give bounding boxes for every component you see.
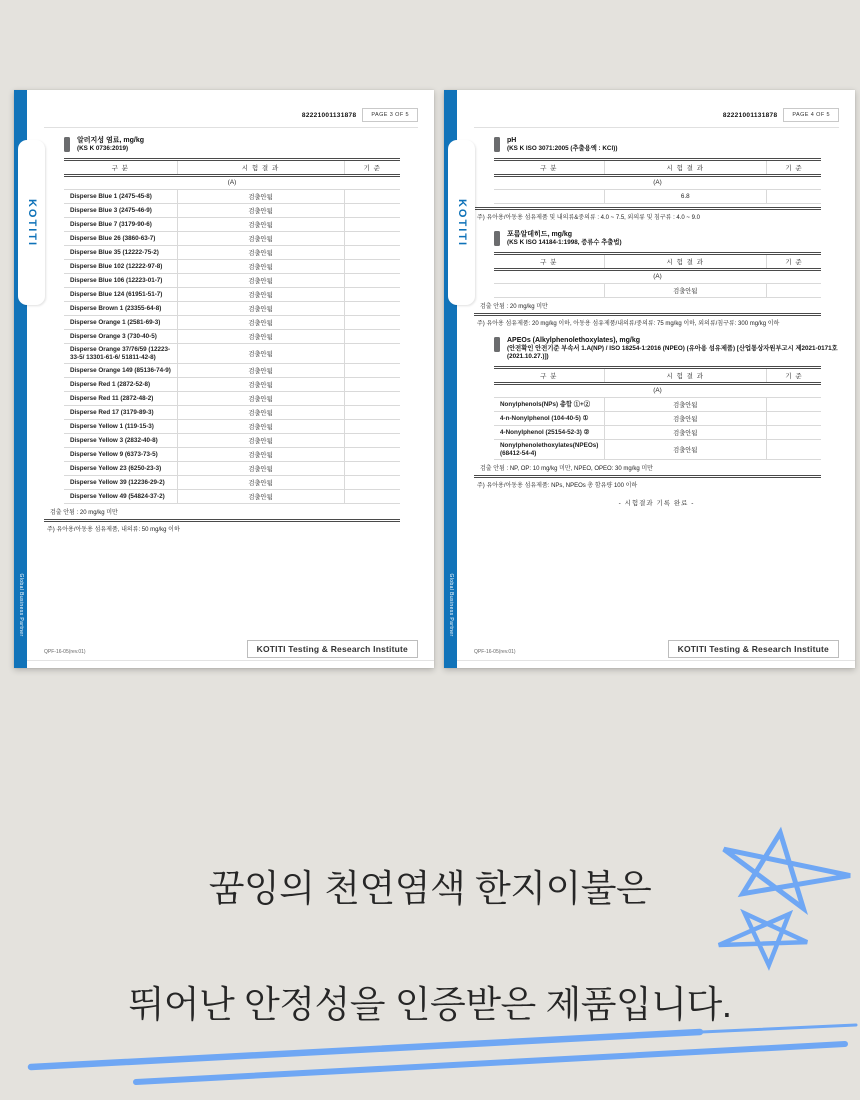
- section-allergenic-dyes: [44, 136, 418, 534]
- test-result: 검출안됨: [177, 344, 345, 363]
- institute-stamp: KOTITI Testing & Research Institute: [247, 640, 418, 658]
- hand-drawn-star-icon: [700, 822, 860, 974]
- standard-cell: [345, 448, 400, 461]
- table-row: [64, 288, 400, 302]
- sample-label-row: (A): [494, 271, 821, 284]
- table-row: [64, 190, 400, 204]
- substance-name: Disperse Orange 1 (2581-69-3): [70, 318, 161, 326]
- caption-line-2: 뛰어난 안정성을 인증받은 제품입니다.: [128, 984, 732, 1025]
- standard-cell: [345, 316, 400, 329]
- section-end-rule: [474, 475, 821, 478]
- standard-cell: [345, 490, 400, 503]
- substance-name: Nonylphenolethoxylates(NPEOs) (68412-54-4): [500, 442, 599, 457]
- results-table: [494, 158, 821, 204]
- table-header-row: [494, 369, 821, 385]
- results-table: [494, 252, 821, 298]
- test-result: 검출안됨: [177, 302, 345, 315]
- test-result: 검출안됨: [177, 232, 345, 245]
- standard-cell: [345, 406, 400, 419]
- table-header-row: [494, 255, 821, 271]
- test-result: 검출안됨: [177, 378, 345, 391]
- standard-cell: [767, 398, 821, 411]
- substance-name: Disperse Orange 149 (85136-74-9): [70, 366, 171, 374]
- substance-name: Disperse Blue 106 (12223-01-7): [70, 276, 163, 284]
- substance-name: Disperse Yellow 49 (54824-37-2): [70, 492, 165, 500]
- table-row: [64, 448, 400, 462]
- section-marker-icon: [494, 137, 500, 152]
- results-table: [494, 366, 821, 460]
- sample-label-row: (A): [494, 385, 821, 398]
- section-marker-icon: [494, 337, 500, 352]
- table-row: [64, 246, 400, 260]
- standard-cell: [345, 344, 400, 363]
- test-result: 검출안됨: [604, 440, 768, 459]
- hand-drawn-underline-icon: [0, 1012, 860, 1100]
- standard-cell: [345, 364, 400, 377]
- test-result: 6.8: [604, 190, 768, 203]
- sample-label-row: (A): [494, 177, 821, 190]
- substance-name: Disperse Blue 35 (12222-75-2): [70, 248, 159, 256]
- section-method-text: (KS K 0736:2019): [77, 145, 129, 152]
- col-category: 구 분: [111, 165, 129, 172]
- page-footer: [44, 640, 418, 658]
- standard-cell: [345, 260, 400, 273]
- substance-name: Disperse Red 1 (2872-52-8): [70, 380, 151, 388]
- table-row: [64, 434, 400, 448]
- section-end-rule: [474, 207, 821, 210]
- test-result: 검출안됨: [177, 260, 345, 273]
- section-method-text: (KS K ISO 3071:2005 (추출용액 : KCl)): [507, 145, 618, 152]
- col-result: 시 험 결 과: [177, 161, 345, 174]
- standard-cell: [345, 330, 400, 343]
- test-result: 검출안됨: [604, 398, 768, 411]
- form-code: QPF-16-05(rev.01): [474, 649, 516, 655]
- table-row: [64, 490, 400, 504]
- table-row: [64, 378, 400, 392]
- substance-name: Disperse Yellow 23 (6250-23-3): [70, 464, 162, 472]
- substance-name: Disperse Brown 1 (23355-64-8): [70, 304, 162, 312]
- test-report-page-4: [444, 90, 855, 668]
- table-row: [64, 406, 400, 420]
- section-title-text: 포름알데히드, mg/kg: [507, 231, 573, 238]
- standard-cell: [345, 420, 400, 433]
- test-report-page-3: [14, 90, 434, 668]
- section-title: [64, 136, 418, 153]
- section-title-text: pH: [507, 137, 517, 144]
- substance-name: Disperse Blue 3 (2475-46-9): [70, 206, 152, 214]
- col-standard: 기 준: [785, 373, 803, 380]
- page-label: PAGE 4 OF 5: [783, 108, 839, 122]
- section-note: 주) 유아용/아동용 섬유제품, 내의류: 50 mg/kg 이하: [47, 527, 180, 533]
- table-header-row: [64, 161, 400, 177]
- test-result: 검출안됨: [177, 330, 345, 343]
- standard-cell: [345, 204, 400, 217]
- table-row: [64, 302, 400, 316]
- test-result: 검출안됨: [177, 420, 345, 433]
- test-result: 검출안됨: [177, 218, 345, 231]
- substance-name: Disperse Yellow 39 (12236-29-2): [70, 478, 165, 486]
- table-row: [494, 412, 821, 426]
- substance-name: Disperse Blue 1 (2475-45-8): [70, 192, 152, 200]
- col-result: 시 험 결 과: [604, 161, 768, 174]
- report-number: 82221001131878: [722, 111, 778, 119]
- section-ph: [474, 136, 839, 222]
- col-result: 시 험 결 과: [604, 255, 768, 268]
- header-rule: [474, 127, 839, 128]
- substance-name: [494, 289, 604, 293]
- standard-cell: [345, 434, 400, 447]
- table-body: [494, 398, 821, 460]
- section-method-text: (안전확인 안전기준 부속서 1.A(NP) / ISO 18254-1:2016 (NPEO) (유아용 섬유제품) [산업통상자원부고시 제2021-0171호 (2021.10.27.)]): [507, 345, 838, 360]
- col-category: 구 분: [540, 165, 558, 172]
- standard-cell: [345, 232, 400, 245]
- page-content: [27, 90, 434, 668]
- section-note: 주) 유아용 섬유제품: 20 mg/kg 이하, 아동용 섬유제품/내의류/중의류: 75 mg/kg 이하, 외의류/침구류: 300 mg/kg 이하: [477, 321, 780, 327]
- test-result: 검출안됨: [604, 426, 768, 439]
- kotiti-logo: KOTITI: [25, 198, 38, 247]
- section-title: [494, 136, 839, 153]
- standard-cell: [345, 462, 400, 475]
- section-marker-icon: [64, 137, 70, 152]
- results-table: [64, 158, 400, 504]
- page-header: [474, 107, 839, 123]
- page-header: [44, 107, 418, 123]
- test-result: 검출안됨: [177, 476, 345, 489]
- table-row: [64, 330, 400, 344]
- results-complete-note: - 시험결과 기록 완료 -: [618, 500, 695, 507]
- report-number: 82221001131878: [301, 111, 357, 119]
- standard-cell: [345, 302, 400, 315]
- table-row: [64, 260, 400, 274]
- table-row: [64, 204, 400, 218]
- standard-cell: [767, 440, 821, 459]
- substance-name: Nonylphenols(NPs) 총합 ①+②: [500, 400, 591, 408]
- substance-name: Disperse Orange 3 (730-40-5): [70, 332, 157, 340]
- test-result: 검출안됨: [177, 406, 345, 419]
- substance-name: [494, 195, 604, 199]
- global-business-partner-strip: Global Business Partner: [17, 573, 24, 637]
- sample-label-row: (A): [64, 177, 400, 190]
- form-code: QPF-16-05(rev.01): [44, 649, 86, 655]
- standard-cell: [345, 246, 400, 259]
- section-title: [494, 336, 839, 361]
- col-category: 구 분: [540, 373, 558, 380]
- caption-line-1: 꿈잉의 천연염색 한지이불은: [208, 868, 652, 909]
- substance-name: Disperse Yellow 9 (6373-73-5): [70, 450, 158, 458]
- section-method-text: (KS K ISO 14184-1:1998, 증류수 추출법): [507, 239, 622, 246]
- table-row: [64, 420, 400, 434]
- section-title: [494, 230, 839, 247]
- section-end-rule: [474, 313, 821, 316]
- section-title-text: APEOs (Alkylphenolethoxylates), mg/kg: [507, 337, 641, 344]
- test-result: 검출안됨: [177, 246, 345, 259]
- test-result: 검출안됨: [177, 392, 345, 405]
- global-business-partner-strip: Global Business Partner: [447, 573, 454, 637]
- table-row: [64, 476, 400, 490]
- section-title-text: 알러지성 염료, mg/kg: [77, 137, 145, 144]
- substance-name: Disperse Red 11 (2872-48-2): [70, 394, 154, 402]
- table-row: [494, 398, 821, 412]
- header-rule: [44, 127, 418, 128]
- table-row: [494, 440, 821, 460]
- section-marker-icon: [494, 231, 500, 246]
- test-result: 검출안됨: [177, 490, 345, 503]
- substance-name: Disperse Red 17 (3179-89-3): [70, 408, 154, 416]
- table-header-row: [494, 161, 821, 177]
- substance-name: Disperse Blue 124 (61951-51-7): [70, 290, 163, 298]
- section-note: 주) 유아용/아동용 섬유제품 및 내의류&중의류 : 4.0 ~ 7.5, 외의류 및 침구류 : 4.0 ~ 9.0: [477, 215, 700, 221]
- standard-cell: [767, 190, 821, 203]
- col-standard: 기 준: [785, 165, 803, 172]
- substance-name: Disperse Orange 37/76/59 (12223-33-5/ 13301-61-6/ 51811-42-8): [70, 346, 171, 361]
- substance-name: Disperse Blue 26 (3860-63-7): [70, 234, 156, 242]
- footer-rule: [27, 660, 434, 661]
- substance-name: Disperse Blue 102 (12222-97-8): [70, 262, 163, 270]
- substance-name: Disperse Blue 7 (3179-90-6): [70, 220, 152, 228]
- test-result: 검출안됨: [177, 204, 345, 217]
- standard-cell: [345, 190, 400, 203]
- table-row: [64, 392, 400, 406]
- test-result: 검출안됨: [604, 284, 768, 297]
- test-result: 검출안됨: [177, 190, 345, 203]
- table-row: [494, 426, 821, 440]
- kotiti-logo-tab: [18, 140, 45, 305]
- page-content: [457, 90, 855, 668]
- substance-name: 4-n-Nonylphenol (104-40-5) ①: [500, 414, 589, 422]
- table-row: [64, 218, 400, 232]
- detection-limit-text: 검출 안됨 : 20 mg/kg 미만: [480, 304, 548, 310]
- test-result: 검출안됨: [604, 412, 768, 425]
- kotiti-logo: KOTITI: [455, 198, 468, 247]
- table-row: [64, 274, 400, 288]
- standard-cell: [767, 284, 821, 297]
- table-row: [64, 316, 400, 330]
- substance-name: Disperse Yellow 1 (119-15-3): [70, 422, 154, 430]
- test-result: 검출안됨: [177, 274, 345, 287]
- institute-stamp: KOTITI Testing & Research Institute: [668, 640, 839, 658]
- table-row: [64, 462, 400, 476]
- table-body: [64, 190, 400, 504]
- detection-limit-text: 검출 안됨 : NP, OP: 10 mg/kg 미만, NPEO, OPEO: 30 mg/kg 미만: [480, 466, 653, 472]
- test-result: 검출안됨: [177, 316, 345, 329]
- table-row: [64, 232, 400, 246]
- test-result: 검출안됨: [177, 462, 345, 475]
- col-standard: 기 준: [363, 165, 381, 172]
- section-apeos: [474, 336, 839, 507]
- standard-cell: [345, 274, 400, 287]
- col-category: 구 분: [540, 259, 558, 266]
- test-result: 검출안됨: [177, 434, 345, 447]
- substance-name: 4-Nonylphenol (25154-52-3) ②: [500, 428, 590, 436]
- section-note: 주) 유아용/아동용 섬유제품: NPs, NPEOs 총 함유량 100 이하: [477, 483, 638, 489]
- test-result: 검출안됨: [177, 448, 345, 461]
- test-result: 검출안됨: [177, 364, 345, 377]
- standard-cell: [345, 218, 400, 231]
- standard-cell: [345, 392, 400, 405]
- standard-cell: [345, 288, 400, 301]
- col-standard: 기 준: [785, 259, 803, 266]
- detection-limit-text: 검출 안됨 : 20 mg/kg 미만: [50, 510, 118, 516]
- table-row: [64, 364, 400, 378]
- test-result: 검출안됨: [177, 288, 345, 301]
- table-row: [64, 344, 400, 364]
- standard-cell: [767, 426, 821, 439]
- table-row: [494, 190, 821, 204]
- footer-rule: [457, 660, 855, 661]
- section-formaldehyde: [474, 230, 839, 328]
- page-label: PAGE 3 OF 5: [362, 108, 418, 122]
- standard-cell: [345, 378, 400, 391]
- substance-name: Disperse Yellow 3 (2832-40-8): [70, 436, 158, 444]
- standard-cell: [345, 476, 400, 489]
- kotiti-logo-tab: [448, 140, 475, 305]
- table-row: [494, 284, 821, 298]
- page-footer: [474, 640, 839, 658]
- standard-cell: [767, 412, 821, 425]
- col-result: 시 험 결 과: [604, 369, 768, 382]
- section-end-rule: [44, 519, 400, 522]
